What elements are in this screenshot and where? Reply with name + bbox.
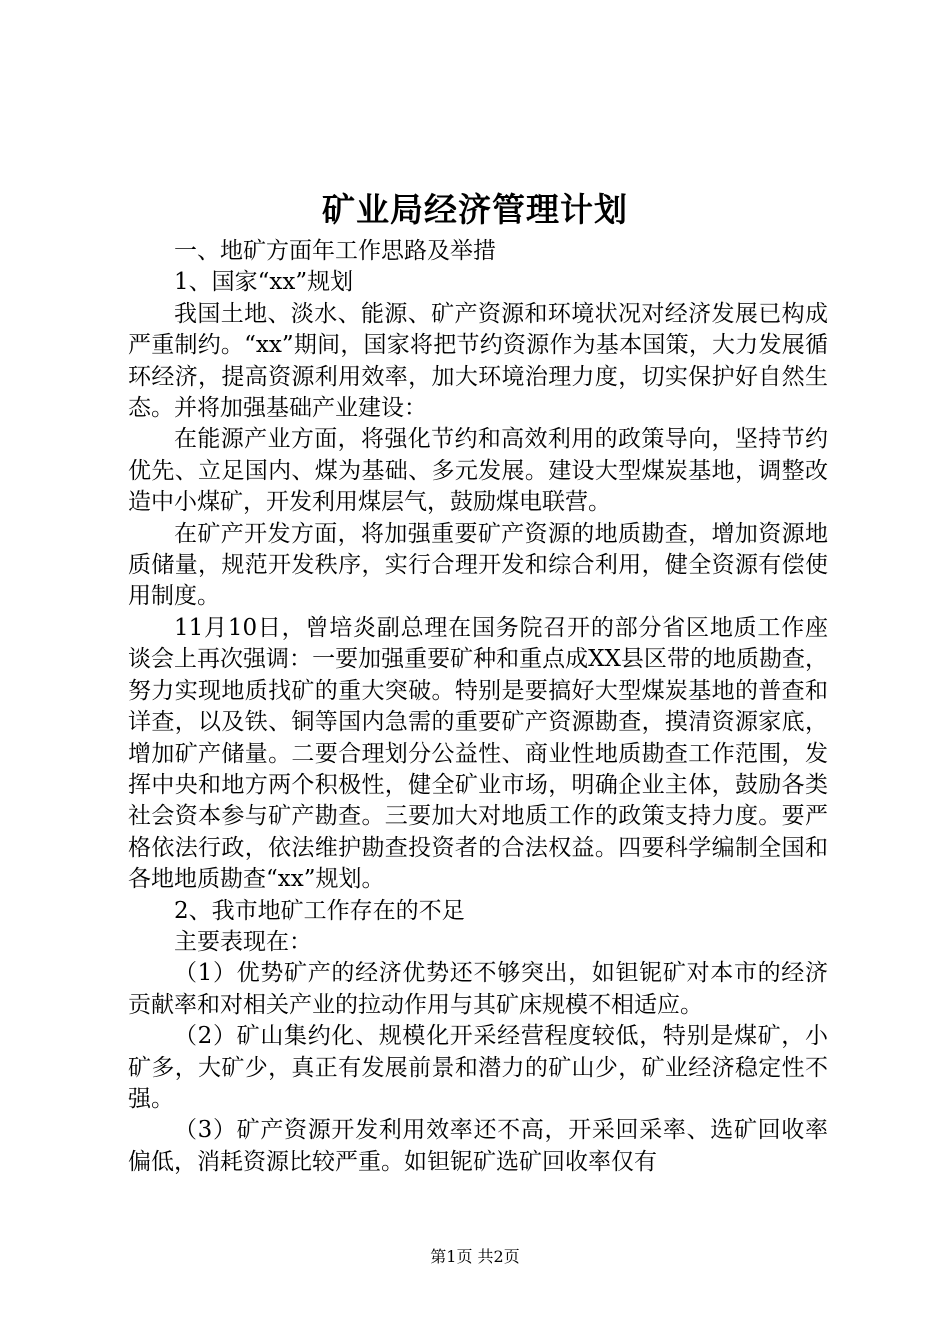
document-body — [128, 236, 828, 1178]
body-paragraph: 11月10日，曾培炎副总理在国务院召开的部分省区地质工作座谈会上再次强调：一要加强重要矿种和重点成XX县区带的地质勘查，努力实现地质找矿的重大突破。特别是要搞好大型煤炭基地的普查和详查，以及铁、铜等国内急需的重要矿产资源勘查，摸清资源家底，增加矿产储量。二要合理划分公益性、商业性地质勘查工作范围，发挥中央和地方两个积极性，健全矿业市场，明确企业主体，鼓励各类社会资本参与矿产勘查。三要加大对地质工作的政策支持力度。要严格依法行政，依法维护勘查投资者的合法权益。四要科学编制全国和各地地质勘查“xx”规划。 — [128, 614, 828, 893]
body-paragraph: 在能源产业方面，将强化节约和高效利用的政策导向，坚持节约优先、立足国内、煤为基础、多元发展。建设大型煤炭基地，调整改造中小煤矿，开发利用煤层气，鼓励煤电联营。 — [128, 426, 828, 516]
document-title: 矿业局经济管理计划 — [322, 190, 628, 229]
list-item: （3）矿产资源开发利用效率还不高，开采回采率、选矿回收率偏低，消耗资源比较严重。如钽铌矿选矿回收率仅有 — [128, 1117, 828, 1175]
list-item: （1）优势矿产的经济优势还不够突出，如钽铌矿对本市的经济贡献率和对相关产业的拉动作用与其矿床规模不相适应。 — [128, 960, 828, 1018]
section-heading-1: 一、地矿方面年工作思路及举措 — [174, 238, 496, 264]
subsection-heading-2: 2、我市地矿工作存在的不足 — [174, 897, 465, 924]
body-paragraph: 主要表现在： — [174, 928, 312, 955]
body-paragraph: 我国土地、淡水、能源、矿产资源和环境状况对经济发展已构成严重制约。“xx”期间，国家将把节约资源作为基本国策，大力发展循环经济，提高资源利用效率，加大环境治理力度，切实保护好自然生态。并将加强基础产业建设： — [128, 300, 828, 422]
body-paragraph: 在矿产开发方面，将加强重要矿产资源的地质勘查，增加资源地质储量，规范开发秩序，实行合理开发和综合利用，健全资源有偿使用制度。 — [128, 520, 828, 610]
page-number-footer: 第1页 共2页 — [430, 1247, 520, 1266]
list-item: （2）矿山集约化、规模化开采经营程度较低，特别是煤矿，小矿多，大矿少，真正有发展前景和潜力的矿山少，矿业经济稳定性不强。 — [128, 1023, 828, 1112]
subsection-heading-1: 1、国家“xx”规划 — [174, 269, 354, 296]
